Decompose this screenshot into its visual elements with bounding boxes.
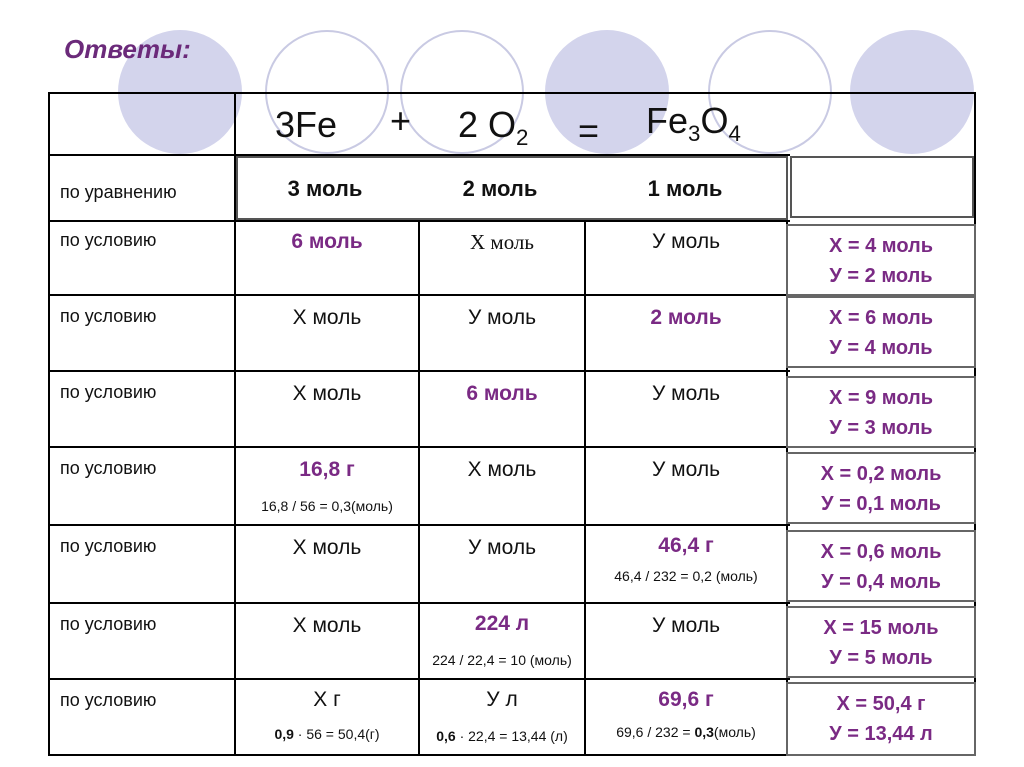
product-fe: Fe: [646, 100, 689, 141]
answer-x: Х = 9 моль: [828, 387, 934, 409]
cell-o2: 224 л: [474, 612, 530, 635]
cell-o2: Х моль: [470, 230, 534, 254]
equation-plus: +: [390, 100, 412, 141]
o2-text: 2 O: [458, 104, 517, 145]
calc-product: [586, 724, 786, 740]
answer-box: [786, 530, 976, 602]
cell-o2: У л: [486, 688, 518, 711]
cell-o2: У моль: [467, 536, 537, 559]
row-label: по условию: [60, 458, 157, 478]
calc-fe: [236, 726, 418, 742]
row-label: по условию: [60, 382, 157, 402]
row-label-equation: по уравнению: [60, 182, 177, 202]
calc-fe-rest: · 56 = 50,4(г): [293, 726, 380, 742]
calc-product-pre: 69,6 / 232 =: [616, 724, 695, 740]
calc-fe: 16,8 / 56 = 0,3(моль): [261, 498, 393, 514]
answer-box: [786, 606, 976, 678]
answer-box: [786, 296, 976, 368]
cell-product: 69,6 г: [658, 688, 714, 711]
calc-o2: 224 / 22,4 = 10 (моль): [432, 652, 572, 668]
cell-product: У моль: [651, 458, 721, 481]
answer-box: [786, 376, 976, 448]
table-rule: [584, 220, 586, 756]
equation-o2: [458, 104, 528, 151]
calc-product-post: (моль): [713, 724, 756, 740]
ratio-o2: 2 моль: [462, 176, 538, 201]
answer-y: У = 4 моль: [829, 337, 933, 359]
cell-o2: 6 моль: [466, 382, 538, 405]
cell-product: 2 моль: [650, 306, 722, 329]
cell-o2: Х моль: [467, 458, 537, 481]
product-subscript-2: 4: [728, 120, 741, 146]
answer-y: У = 0,4 моль: [821, 571, 941, 593]
cell-fe: Х моль: [292, 306, 362, 329]
equation-equals: =: [578, 110, 600, 151]
o2-subscript: 2: [516, 124, 529, 150]
cell-fe: 16,8 г: [299, 458, 355, 481]
answer-box: [786, 224, 976, 296]
table-rule: [418, 220, 420, 756]
calc-o2: [404, 728, 600, 744]
equation-product: [646, 100, 741, 147]
answer-box: [786, 452, 976, 524]
product-o: O: [700, 100, 729, 141]
answer-y: У = 13,44 л: [829, 723, 933, 745]
ratio-fe: 3 моль: [287, 176, 363, 201]
answer-y: У = 5 моль: [829, 647, 933, 669]
answer-x: Х = 15 моль: [823, 617, 939, 639]
calc-product-result: 0,3: [694, 724, 714, 740]
cell-fe: Х моль: [292, 382, 362, 405]
equation-fe: 3Fe: [275, 104, 338, 145]
cell-o2: У моль: [467, 306, 537, 329]
cell-fe: Х моль: [292, 536, 362, 559]
calc-o2-multiplier: 0,6: [436, 728, 456, 744]
cell-product: 46,4 г: [658, 534, 714, 557]
row-label: по условию: [60, 614, 157, 634]
answer-y: У = 0,1 моль: [821, 493, 941, 515]
answer-y: У = 2 моль: [829, 265, 933, 287]
answer-x: Х = 6 моль: [828, 307, 934, 329]
cell-fe: Х моль: [292, 614, 362, 637]
row-label: по условию: [60, 230, 157, 250]
cell-product: У моль: [651, 614, 721, 637]
ratio-product: 1 моль: [647, 176, 723, 201]
cell-fe: 6 моль: [291, 230, 363, 253]
ratio-answer-box: [790, 156, 974, 218]
cell-fe: Х г: [313, 688, 341, 711]
calc-fe-multiplier: 0,9: [274, 726, 294, 742]
answer-x: Х = 0,6 моль: [820, 541, 942, 563]
cell-product: У моль: [651, 230, 721, 253]
answer-x: Х = 0,2 моль: [820, 463, 942, 485]
answer-x: Х = 50,4 г: [836, 693, 926, 715]
page-title: Ответы:: [64, 34, 191, 64]
row-label: по условию: [60, 536, 157, 556]
answer-box: [786, 682, 976, 756]
row-label: по условию: [60, 306, 157, 326]
answer-y: У = 3 моль: [829, 417, 933, 439]
calc-o2-rest: · 22,4 = 13,44 (л): [455, 728, 568, 744]
row-label: по условию: [60, 690, 157, 710]
calc-product: 46,4 / 232 = 0,2 (моль): [614, 568, 758, 584]
cell-product: У моль: [651, 382, 721, 405]
product-subscript-1: 3: [688, 120, 701, 146]
answer-x: Х = 4 моль: [828, 235, 934, 257]
